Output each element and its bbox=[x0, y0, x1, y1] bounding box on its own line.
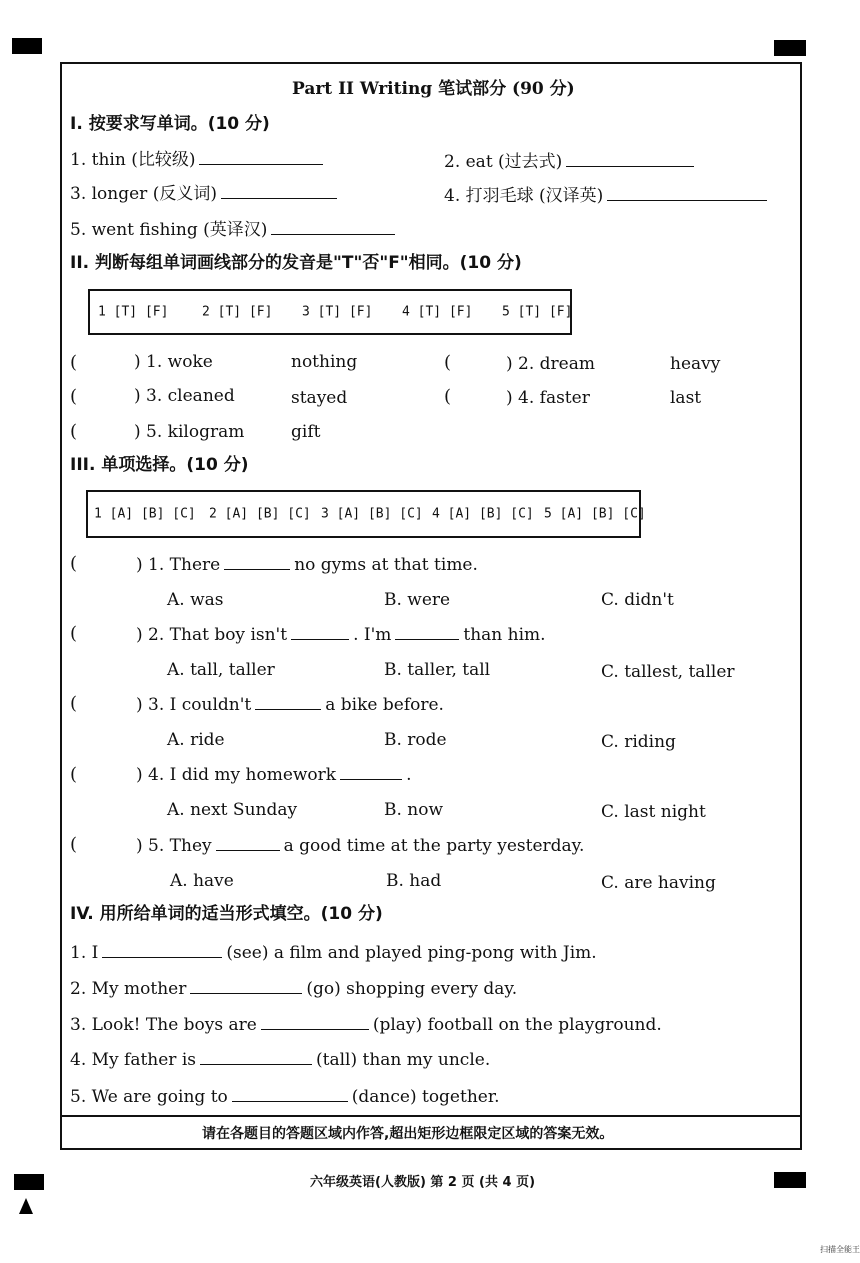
answer-blank[interactable] bbox=[232, 1087, 348, 1102]
s4-text: 2. My mother bbox=[70, 979, 187, 999]
page-footer: 六年级英语(人教版) 第 2 页 (共 4 页) bbox=[310, 1175, 536, 1190]
s3-q1-option-a: A. was bbox=[167, 590, 224, 610]
s3-q1-option-c: C. didn't bbox=[601, 590, 674, 610]
s3-q3-option-c: C. riding bbox=[601, 732, 676, 752]
s3-q4-option-b: B. now bbox=[384, 800, 444, 820]
answer-blank[interactable] bbox=[200, 1050, 312, 1065]
answer-paren[interactable]: ( bbox=[444, 386, 452, 407]
s4-text: (go) shopping every day. bbox=[306, 979, 518, 999]
tf-option-2[interactable]: 2 [T] [F] bbox=[202, 304, 273, 320]
s2-item-3: ) 3. cleaned bbox=[134, 386, 235, 406]
tf-option-4[interactable]: 4 [T] [F] bbox=[402, 304, 473, 320]
s3-question-5 bbox=[136, 836, 584, 856]
q-text: . bbox=[406, 765, 412, 785]
section-4-heading: IV. 用所给单词的适当形式填空。(10 分) bbox=[70, 904, 383, 924]
s1-item-1 bbox=[70, 150, 327, 170]
answer-blank[interactable] bbox=[395, 625, 459, 640]
answer-paren[interactable]: ( bbox=[444, 352, 452, 373]
s3-q3-option-a: A. ride bbox=[167, 730, 225, 750]
s1-item-3-label: 3. longer (反义词) bbox=[70, 184, 217, 204]
s1-item-1-label: 1. thin (比较级) bbox=[70, 150, 196, 170]
s3-q5-option-c: C. are having bbox=[601, 873, 716, 893]
answer-paren[interactable]: ( bbox=[70, 553, 78, 574]
registration-mark-top-left bbox=[12, 38, 42, 54]
s3-q5-option-b: B. had bbox=[386, 871, 442, 891]
q-text: no gyms at that time. bbox=[294, 555, 478, 575]
s1-item-2-label: 2. eat (过去式) bbox=[444, 152, 563, 172]
answer-paren[interactable]: ( bbox=[70, 693, 78, 714]
answer-blank[interactable] bbox=[102, 943, 222, 958]
s4-item-1 bbox=[70, 943, 597, 963]
q-text: ) 4. I did my homework bbox=[136, 765, 337, 785]
answer-blank[interactable] bbox=[190, 979, 302, 994]
answer-paren[interactable]: ( bbox=[70, 764, 78, 785]
q-text: ) 5. They bbox=[136, 836, 212, 856]
s3-question-2 bbox=[136, 625, 546, 645]
tf-option-3[interactable]: 3 [T] [F] bbox=[302, 304, 373, 320]
s4-text: (tall) than my uncle. bbox=[316, 1050, 491, 1070]
s4-text: 1. I bbox=[70, 943, 99, 963]
s4-item-2 bbox=[70, 979, 517, 999]
s3-question-1 bbox=[136, 555, 478, 575]
q-text: ) 1. There bbox=[136, 555, 221, 575]
orientation-triangle-icon bbox=[19, 1198, 33, 1214]
choice-answer-box bbox=[86, 490, 646, 538]
s3-question-4 bbox=[136, 765, 412, 785]
section-1-heading: I. 按要求写单词。(10 分) bbox=[70, 114, 270, 134]
answer-blank[interactable] bbox=[199, 150, 323, 165]
answer-blank[interactable] bbox=[291, 625, 349, 640]
s2-item-3-word2: stayed bbox=[291, 388, 348, 408]
s3-q3-option-b: B. rode bbox=[384, 730, 447, 750]
s3-q2-option-c: C. tallest, taller bbox=[601, 662, 735, 682]
s4-item-5 bbox=[70, 1087, 500, 1107]
registration-mark-top-right bbox=[774, 40, 806, 56]
s4-text: 3. Look! The boys are bbox=[70, 1015, 257, 1035]
s4-text: (dance) together. bbox=[351, 1087, 500, 1107]
s1-item-5-label: 5. went fishing (英译汉) bbox=[70, 220, 268, 240]
q-text: ) 2. That boy isn't bbox=[136, 625, 288, 645]
s1-item-2 bbox=[444, 152, 698, 172]
answer-paren[interactable]: ( bbox=[70, 421, 78, 442]
answer-blank[interactable] bbox=[221, 184, 337, 199]
section-3-heading: III. 单项选择。(10 分) bbox=[70, 455, 249, 475]
s2-item-4-word2: last bbox=[670, 388, 702, 408]
s4-item-3 bbox=[70, 1015, 662, 1035]
tf-option-5[interactable]: 5 [T] [F] bbox=[502, 304, 573, 320]
tf-option-1[interactable]: 1 [T] [F] bbox=[98, 304, 169, 320]
s4-text: (play) football on the playground. bbox=[372, 1015, 662, 1035]
s3-q4-option-a: A. next Sunday bbox=[167, 800, 298, 820]
answer-blank[interactable] bbox=[255, 695, 321, 710]
choice-option-4[interactable]: 4 [A] [B] [C] bbox=[432, 506, 534, 522]
s1-item-4-label: 4. 打羽毛球 (汉译英) bbox=[444, 186, 604, 206]
s2-item-4: ) 4. faster bbox=[506, 388, 590, 408]
s1-item-5 bbox=[70, 220, 399, 240]
choice-option-2[interactable]: 2 [A] [B] [C] bbox=[209, 506, 311, 522]
section-2-heading: II. 判断每组单词画线部分的发音是"T"否"F"相同。(10 分) bbox=[70, 253, 522, 273]
s4-text: 5. We are going to bbox=[70, 1087, 228, 1107]
scanner-watermark: 扫描全能王 bbox=[820, 1245, 860, 1254]
s2-item-2-word2: heavy bbox=[670, 354, 721, 374]
s3-q2-option-a: A. tall, taller bbox=[167, 660, 275, 680]
tf-answer-box bbox=[88, 289, 572, 335]
answer-paren[interactable]: ( bbox=[70, 623, 78, 644]
s2-item-2: ) 2. dream bbox=[506, 354, 595, 374]
s3-q1-option-b: B. were bbox=[384, 590, 451, 610]
q-text: a good time at the party yesterday. bbox=[283, 836, 585, 856]
q-text: . I'm bbox=[353, 625, 392, 645]
registration-mark-bottom-right bbox=[774, 1172, 806, 1188]
answer-blank[interactable] bbox=[216, 836, 280, 851]
answer-paren[interactable]: ( bbox=[70, 834, 78, 855]
s3-question-3 bbox=[136, 695, 444, 715]
q-text: a bike before. bbox=[325, 695, 444, 715]
s1-item-4 bbox=[444, 186, 771, 206]
answer-blank[interactable] bbox=[224, 555, 290, 570]
s1-item-3 bbox=[70, 184, 341, 204]
part-title: Part II Writing 笔试部分 (90 分) bbox=[292, 79, 575, 99]
answer-blank[interactable] bbox=[607, 186, 767, 201]
s2-item-5-word2: gift bbox=[291, 422, 321, 442]
s3-q4-option-c: C. last night bbox=[601, 802, 706, 822]
choice-option-5[interactable]: 5 [A] [B] [C] bbox=[544, 506, 646, 522]
s4-text: (see) a film and played ping-pong with Jim. bbox=[226, 943, 597, 963]
answer-blank[interactable] bbox=[261, 1015, 369, 1030]
choice-option-3[interactable]: 3 [A] [B] [C] bbox=[321, 506, 423, 522]
q-text: ) 3. I couldn't bbox=[136, 695, 252, 715]
s3-q5-option-a: A. have bbox=[170, 871, 234, 891]
s2-item-1-word2: nothing bbox=[291, 352, 358, 372]
s2-item-1: ) 1. woke bbox=[134, 352, 213, 372]
answer-paren[interactable]: ( bbox=[70, 352, 78, 373]
answer-paren[interactable]: ( bbox=[70, 386, 78, 407]
registration-mark-bottom-left bbox=[14, 1174, 44, 1190]
notice-text: 请在各题目的答题区域内作答,超出矩形边框限定区域的答案无效。 bbox=[202, 1126, 614, 1142]
s4-text: 4. My father is bbox=[70, 1050, 196, 1070]
answer-blank[interactable] bbox=[340, 765, 402, 780]
s2-item-5: ) 5. kilogram bbox=[134, 422, 245, 442]
s3-q2-option-b: B. taller, tall bbox=[384, 660, 491, 680]
choice-option-1[interactable]: 1 [A] [B] [C] bbox=[94, 506, 196, 522]
answer-blank[interactable] bbox=[566, 152, 694, 167]
s4-item-4 bbox=[70, 1050, 490, 1070]
q-text: than him. bbox=[463, 625, 546, 645]
answer-blank[interactable] bbox=[271, 220, 395, 235]
